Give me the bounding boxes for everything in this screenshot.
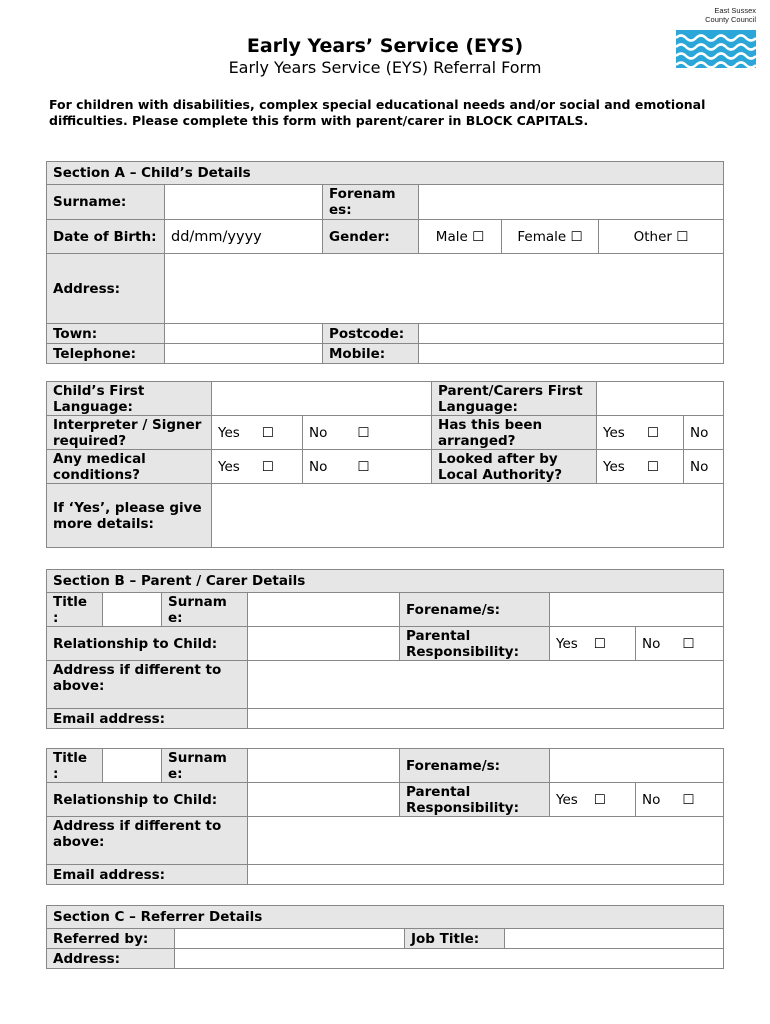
parent1-email-field[interactable] — [248, 709, 724, 729]
arranged-yes-option[interactable] — [597, 416, 684, 450]
parent-language-label: Parent/Carers First Language: — [432, 382, 597, 416]
forenames-label: Forenam es: — [323, 185, 419, 220]
no-label: No — [309, 458, 328, 475]
dob-label: Date of Birth: — [47, 220, 165, 254]
details-label: If ‘Yes’, please give more details: — [47, 484, 212, 548]
medical-no-option[interactable] — [303, 450, 432, 484]
job-title-label: Job Title: — [405, 929, 505, 949]
address-diff-label: Address if different to above: — [47, 817, 248, 865]
no-label: No — [309, 424, 328, 441]
email-label: Email address: — [47, 865, 248, 885]
parent1-parental-no-option[interactable] — [636, 627, 724, 661]
section-b-table — [46, 569, 724, 729]
telephone-label: Telephone: — [47, 344, 165, 364]
surname-label: Surnam e: — [162, 593, 248, 627]
language-table — [46, 381, 724, 548]
forenames-label: Forename/s: — [400, 749, 550, 783]
town-label: Town: — [47, 324, 165, 344]
referrer-address-label: Address: — [47, 949, 175, 969]
relationship-label: Relationship to Child: — [47, 783, 248, 817]
address-diff-label: Address if different to above: — [47, 661, 248, 709]
medical-yes-option[interactable] — [212, 450, 303, 484]
job-title-field[interactable] — [505, 929, 724, 949]
parent2-email-field[interactable] — [248, 865, 724, 885]
forenames-label: Forename/s: — [400, 593, 550, 627]
parent2-title-field[interactable] — [103, 749, 162, 783]
child-address-field[interactable] — [165, 254, 724, 324]
checkbox-icon[interactable]: ☐ — [593, 791, 606, 808]
title-label: Title : — [47, 749, 103, 783]
yes-label: Yes — [218, 458, 240, 475]
no-label: No — [642, 791, 661, 808]
mobile-label: Mobile: — [323, 344, 419, 364]
address-label: Address: — [47, 254, 165, 324]
interpreter-label: Interpreter / Signer required? — [47, 416, 212, 450]
logo-line-1: East Sussex — [714, 6, 756, 15]
parent2-parental-yes-option[interactable] — [550, 783, 636, 817]
other-label: Other — [633, 228, 672, 245]
child-surname-field[interactable] — [165, 185, 323, 220]
section-a-table — [46, 161, 724, 364]
logo-line-2: County Council — [705, 15, 756, 24]
checkbox-icon[interactable]: ☐ — [261, 424, 274, 441]
parent1-relationship-field[interactable] — [248, 627, 400, 661]
postcode-field[interactable] — [419, 324, 724, 344]
email-label: Email address: — [47, 709, 248, 729]
looked-after-yes-option[interactable] — [597, 450, 684, 484]
female-label: Female — [517, 228, 567, 245]
referrer-address-field[interactable] — [175, 949, 724, 969]
no-label: No — [642, 635, 661, 652]
gender-other-option[interactable] — [599, 220, 724, 254]
parental-label: Parental Responsibility: — [400, 783, 550, 817]
checkbox-icon[interactable]: ☐ — [682, 635, 695, 652]
form-subtitle: Early Years Service (EYS) Referral Form — [228, 58, 542, 77]
arranged-no-option[interactable] — [684, 416, 724, 450]
parent2-forenames-field[interactable] — [550, 749, 724, 783]
interpreter-yes-option[interactable] — [212, 416, 303, 450]
referred-by-label: Referred by: — [47, 929, 175, 949]
checkbox-icon[interactable]: ☐ — [472, 228, 485, 245]
section-c-heading: Section C – Referrer Details — [47, 906, 724, 929]
checkbox-icon[interactable]: ☐ — [261, 458, 274, 475]
form-title: Early Years’ Service (EYS) — [246, 35, 524, 57]
first-language-label: Child’s First Language: — [47, 382, 212, 416]
checkbox-icon[interactable]: ☐ — [593, 635, 606, 652]
gender-male-option[interactable] — [419, 220, 502, 254]
referred-by-field[interactable] — [175, 929, 405, 949]
form-intro: For children with disabilities, complex special educational needs and/or social and emotional difficulties. Please complete this form with parent/carer in BLOCK CAPITALS. — [49, 97, 706, 128]
parent-language-field[interactable] — [597, 382, 724, 416]
yes-label: Yes — [218, 424, 240, 441]
parent1-parental-yes-option[interactable] — [550, 627, 636, 661]
postcode-label: Postcode: — [323, 324, 419, 344]
checkbox-icon[interactable]: ☐ — [646, 424, 659, 441]
relationship-label: Relationship to Child: — [47, 627, 248, 661]
surname-label: Surnam e: — [162, 749, 248, 783]
parent1-surname-field[interactable] — [248, 593, 400, 627]
surname-label: Surname: — [47, 185, 165, 220]
details-field[interactable] — [212, 484, 724, 548]
checkbox-icon[interactable]: ☐ — [646, 458, 659, 475]
parent2-parental-no-option[interactable] — [636, 783, 724, 817]
child-forenames-field[interactable] — [419, 185, 724, 220]
parent2-surname-field[interactable] — [248, 749, 400, 783]
checkbox-icon[interactable]: ☐ — [357, 458, 370, 475]
town-field[interactable] — [165, 324, 323, 344]
section-c-table — [46, 905, 724, 969]
mobile-field[interactable] — [419, 344, 724, 364]
yes-label: Yes — [556, 635, 578, 652]
checkbox-icon[interactable]: ☐ — [357, 424, 370, 441]
checkbox-icon[interactable]: ☐ — [570, 228, 583, 245]
arranged-label: Has this been arranged? — [432, 416, 597, 450]
parent2-relationship-field[interactable] — [248, 783, 400, 817]
checkbox-icon[interactable]: ☐ — [682, 791, 695, 808]
first-language-field[interactable] — [212, 382, 432, 416]
section-a-heading: Section A – Child’s Details — [47, 162, 724, 185]
section-b-heading: Section B – Parent / Carer Details — [47, 570, 724, 593]
medical-label: Any medical conditions? — [47, 450, 212, 484]
parental-label: Parental Responsibility: — [400, 627, 550, 661]
dob-field[interactable]: dd/mm/yyyy — [165, 220, 323, 254]
male-label: Male — [435, 228, 468, 245]
title-label: Title : — [47, 593, 103, 627]
gender-female-option[interactable] — [502, 220, 599, 254]
yes-label: Yes — [603, 424, 625, 441]
looked-after-no-option[interactable] — [684, 450, 724, 484]
checkbox-icon[interactable]: ☐ — [676, 228, 689, 245]
yes-label: Yes — [603, 458, 625, 475]
parent1-title-field[interactable] — [103, 593, 162, 627]
gender-label: Gender: — [323, 220, 419, 254]
looked-after-label: Looked after by Local Authority? — [432, 450, 597, 484]
parent2-table — [46, 748, 724, 885]
parent1-forenames-field[interactable] — [550, 593, 724, 627]
parent1-address-field[interactable] — [248, 661, 724, 709]
parent2-address-field[interactable] — [248, 817, 724, 865]
interpreter-no-option[interactable] — [303, 416, 432, 450]
yes-label: Yes — [556, 791, 578, 808]
telephone-field[interactable] — [165, 344, 323, 364]
no-label: No — [690, 458, 709, 475]
no-label: No — [690, 424, 709, 441]
